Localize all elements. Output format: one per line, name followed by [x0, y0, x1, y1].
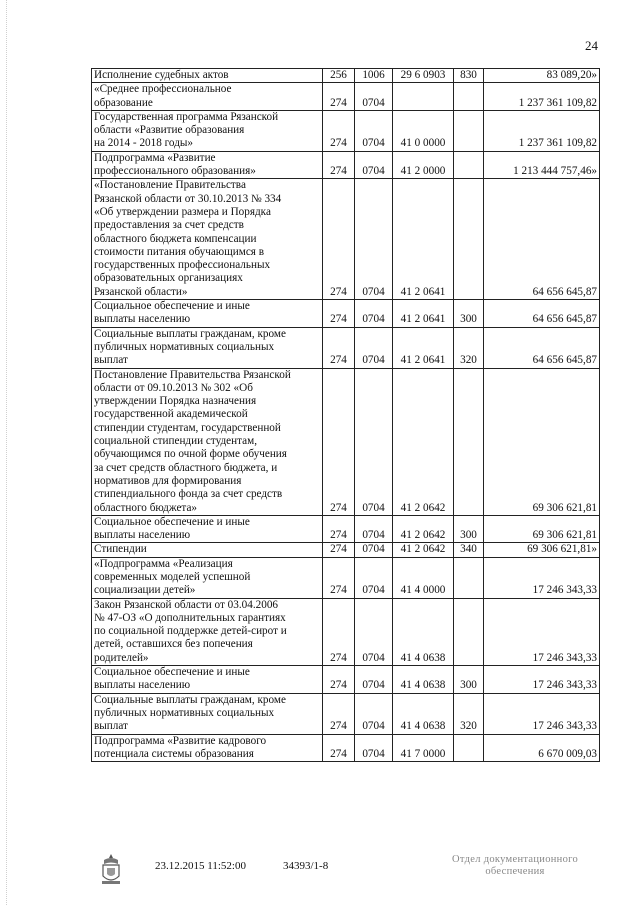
cell-expense-type: 300: [454, 300, 484, 328]
cell-department-code: 256: [323, 69, 355, 83]
cell-target-article: 41 2 0642: [393, 368, 454, 515]
table-row: [92, 69, 600, 83]
cell-expense-type: [454, 734, 484, 762]
cell-amount: 1 237 361 109,82: [484, 83, 600, 111]
cell-department-code: 274: [323, 83, 355, 111]
cell-section-code: 0704: [355, 557, 393, 598]
cell-department-code: 274: [323, 693, 355, 734]
cell-target-article: 41 2 0642: [393, 543, 454, 557]
cell-expense-type: 340: [454, 543, 484, 557]
page-number: 24: [585, 38, 598, 53]
table-row: [92, 734, 600, 762]
cell-department-code: 274: [323, 557, 355, 598]
cell-target-article: 41 4 0000: [393, 557, 454, 598]
cell-expense-type: 300: [454, 515, 484, 543]
department-stamp: [452, 854, 578, 878]
cell-section-code: 0704: [355, 543, 393, 557]
cell-name: Государственная программа Рязанской области «Развитие образования на 2014 - 2018 годы»: [92, 110, 323, 151]
cell-name: Постановление Правительства Рязанской области от 09.10.2013 № 302 «Об утверждении Порядка назначения государственной академической стипендии студентам, государственной социальной стипендии студентам, обучающимся по очной форме обучения за счет средств областного бюджета, и нормативов для формирования стипендиального фонда за счет средств областного бюджета»: [92, 368, 323, 515]
cell-expense-type: 830: [454, 69, 484, 83]
cell-amount: 69 306 621,81: [484, 515, 600, 543]
cell-section-code: 0704: [355, 515, 393, 543]
cell-amount: 64 656 645,87: [484, 179, 600, 300]
cell-amount: 1 213 444 757,46»: [484, 151, 600, 179]
cell-department-code: 274: [323, 515, 355, 543]
cell-department-code: 274: [323, 598, 355, 665]
table-row: [92, 327, 600, 368]
table-row: [92, 598, 600, 665]
cell-name: Подпрограмма «Развитие профессионального образования»: [92, 151, 323, 179]
cell-expense-type: [454, 110, 484, 151]
table-row: [92, 666, 600, 694]
cell-section-code: 0704: [355, 598, 393, 665]
cell-section-code: 0704: [355, 110, 393, 151]
cell-department-code: 274: [323, 327, 355, 368]
cell-name: Социальные выплаты гражданам, кроме публичных нормативных социальных выплат: [92, 327, 323, 368]
cell-section-code: 0704: [355, 693, 393, 734]
cell-expense-type: [454, 179, 484, 300]
cell-department-code: 274: [323, 666, 355, 694]
budget-table-body: [92, 69, 600, 762]
cell-name: Стипендии: [92, 543, 323, 557]
cell-expense-type: 320: [454, 693, 484, 734]
cell-expense-type: 300: [454, 666, 484, 694]
cell-target-article: 41 2 0641: [393, 327, 454, 368]
cell-amount: 6 670 009,03: [484, 734, 600, 762]
cell-expense-type: 320: [454, 327, 484, 368]
cell-amount: 64 656 645,87: [484, 327, 600, 368]
cell-amount: 17 246 343,33: [484, 693, 600, 734]
cell-section-code: 0704: [355, 327, 393, 368]
cell-target-article: 41 0 0000: [393, 110, 454, 151]
cell-amount: 64 656 645,87: [484, 300, 600, 328]
cell-department-code: 274: [323, 110, 355, 151]
cell-amount: 17 246 343,33: [484, 666, 600, 694]
page-footer: [0, 852, 640, 902]
cell-expense-type: [454, 598, 484, 665]
table-row: [92, 151, 600, 179]
budget-table: [91, 68, 600, 762]
cell-section-code: 0704: [355, 368, 393, 515]
cell-section-code: 0704: [355, 83, 393, 111]
cell-name: Социальное обеспечение и иные выплаты населению: [92, 515, 323, 543]
table-row: [92, 693, 600, 734]
cell-department-code: 274: [323, 300, 355, 328]
cell-department-code: 274: [323, 543, 355, 557]
cell-department-code: 274: [323, 179, 355, 300]
table-row: [92, 179, 600, 300]
cell-name: Закон Рязанской области от 03.04.2006 № 47-ОЗ «О дополнительных гарантиях по социальной поддержке детей-сирот и детей, оставшихся без попечения родителей»: [92, 598, 323, 665]
cell-name: «Среднее профессиональное образование: [92, 83, 323, 111]
cell-expense-type: [454, 368, 484, 515]
cell-section-code: 1006: [355, 69, 393, 83]
table-row: [92, 83, 600, 111]
cell-amount: 17 246 343,33: [484, 598, 600, 665]
scan-margin-line: [6, 0, 8, 905]
cell-target-article: 41 2 0641: [393, 300, 454, 328]
cell-target-article: 41 4 0638: [393, 598, 454, 665]
table-row: [92, 543, 600, 557]
table-row: [92, 110, 600, 151]
cell-target-article: 41 4 0638: [393, 666, 454, 694]
cell-amount: 83 089,20»: [484, 69, 600, 83]
cell-department-code: 274: [323, 734, 355, 762]
cell-name: Исполнение судебных актов: [92, 69, 323, 83]
cell-section-code: 0704: [355, 151, 393, 179]
stamp-line-1: Отдел документационного: [452, 854, 579, 865]
cell-amount: 69 306 621,81»: [484, 543, 600, 557]
table-row: [92, 368, 600, 515]
cell-amount: 17 246 343,33: [484, 557, 600, 598]
cell-target-article: 41 2 0642: [393, 515, 454, 543]
cell-name: Социальные выплаты гражданам, кроме публичных нормативных социальных выплат: [92, 693, 323, 734]
stamp-line-2: обеспечения: [485, 866, 545, 877]
cell-target-article: 29 6 0903: [393, 69, 454, 83]
cell-section-code: 0704: [355, 179, 393, 300]
cell-name: Социальное обеспечение и иные выплаты населению: [92, 300, 323, 328]
cell-expense-type: [454, 83, 484, 111]
footer-date: 23.12.2015 11:52:00: [155, 860, 246, 872]
cell-name: Социальное обеспечение и иные выплаты населению: [92, 666, 323, 694]
coat-of-arms-icon: [98, 852, 124, 886]
cell-target-article: 41 2 0641: [393, 179, 454, 300]
cell-amount: 69 306 621,81: [484, 368, 600, 515]
cell-section-code: 0704: [355, 666, 393, 694]
cell-target-article: 41 4 0638: [393, 693, 454, 734]
cell-expense-type: [454, 557, 484, 598]
cell-section-code: 0704: [355, 734, 393, 762]
cell-target-article: [393, 83, 454, 111]
cell-name: Подпрограмма «Развитие кадрового потенциала системы образования: [92, 734, 323, 762]
cell-expense-type: [454, 151, 484, 179]
footer-document-number: 34393/1-8: [283, 860, 329, 872]
table-row: [92, 300, 600, 328]
cell-amount: 1 237 361 109,82: [484, 110, 600, 151]
cell-department-code: 274: [323, 368, 355, 515]
cell-name: «Постановление Правительства Рязанской области от 30.10.2013 № 334 «Об утверждении размера и Порядка предоставления за счет средств областного бюджета компенсации стоимости питания обучающимся в государственных профессиональных образовательных организациях Рязанской области»: [92, 179, 323, 300]
table-row: [92, 515, 600, 543]
cell-target-article: 41 2 0000: [393, 151, 454, 179]
cell-department-code: 274: [323, 151, 355, 179]
cell-name: «Подпрограмма «Реализация современных моделей успешной социализации детей»: [92, 557, 323, 598]
table-row: [92, 557, 600, 598]
cell-section-code: 0704: [355, 300, 393, 328]
cell-target-article: 41 7 0000: [393, 734, 454, 762]
